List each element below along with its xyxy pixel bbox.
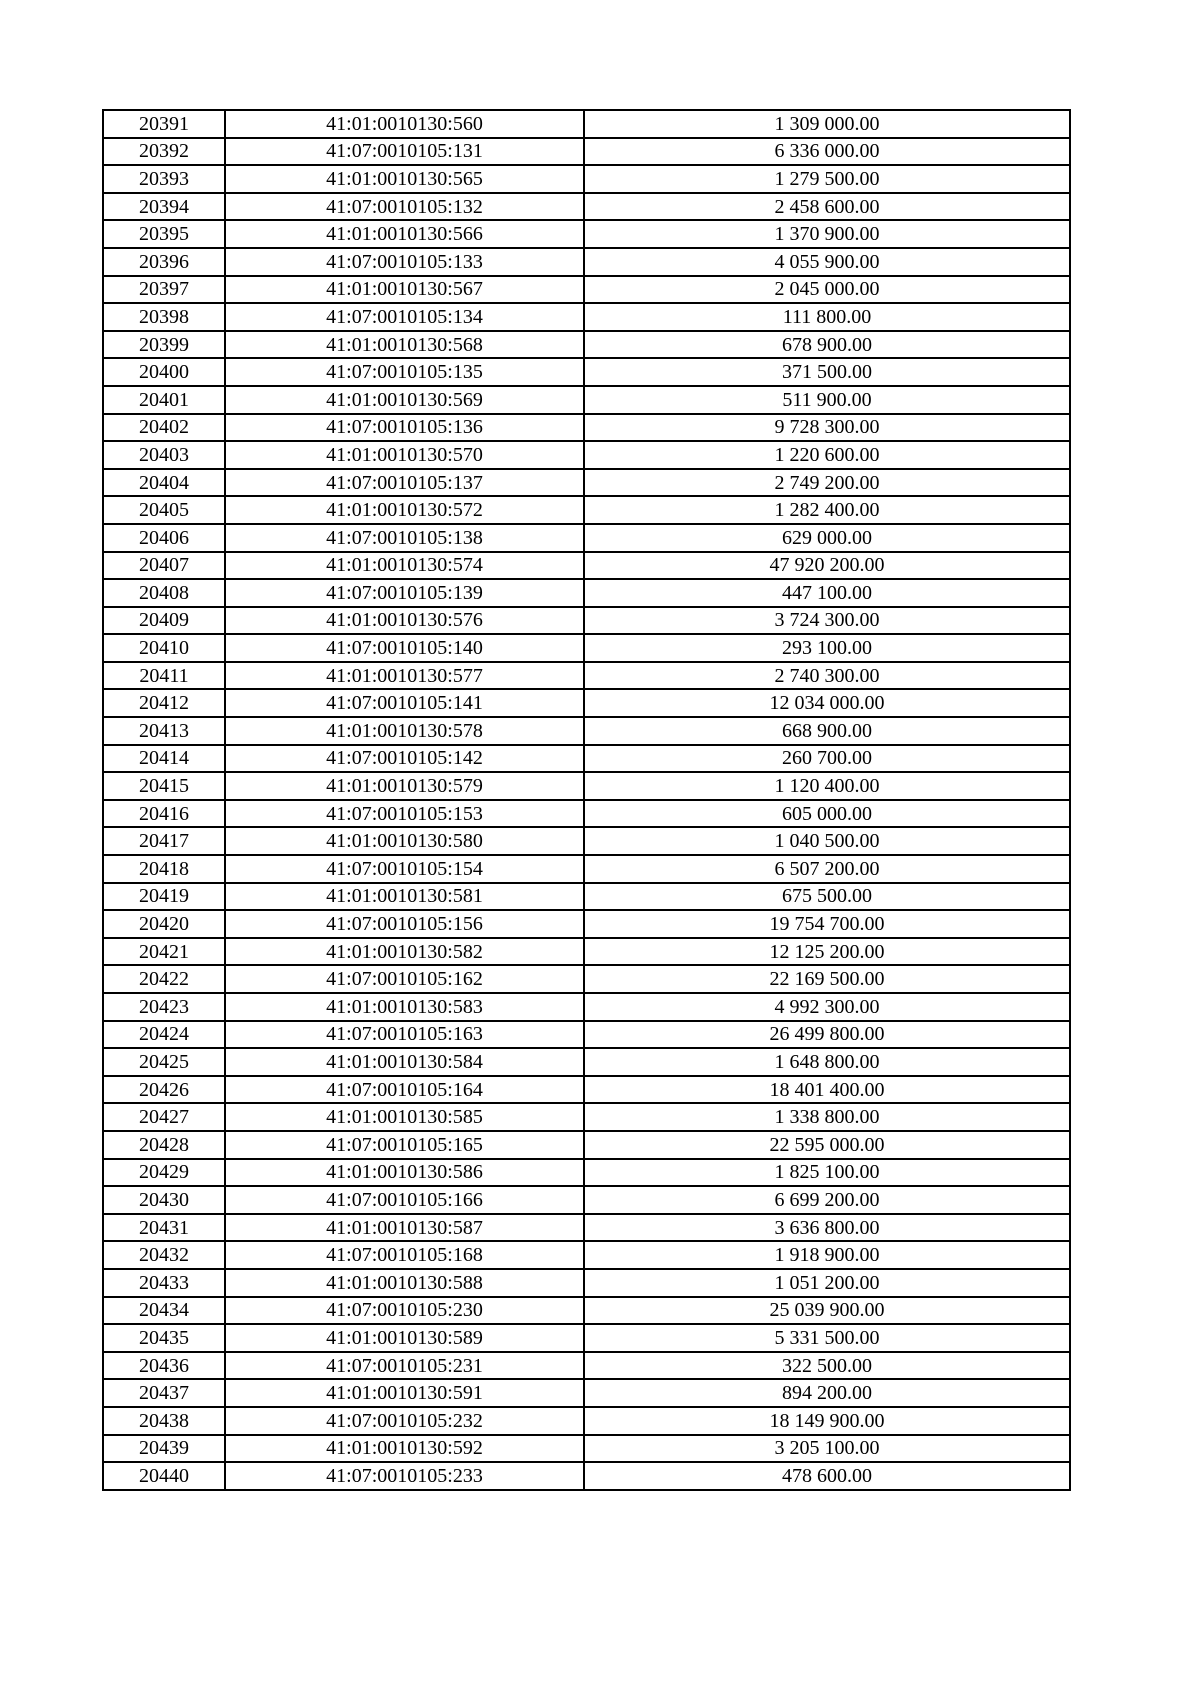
cadastral-number-cell: 41:07:0010105:154 bbox=[225, 855, 584, 883]
cadastral-value-cell: 260 700.00 bbox=[584, 745, 1070, 773]
cadastral-value-cell: 1 120 400.00 bbox=[584, 772, 1070, 800]
cadastral-number-cell: 41:07:0010105:132 bbox=[225, 193, 584, 221]
cadastral-value-cell: 629 000.00 bbox=[584, 524, 1070, 552]
cadastral-number-cell: 41:01:0010130:584 bbox=[225, 1048, 584, 1076]
table-row bbox=[103, 938, 1070, 966]
table-row bbox=[103, 138, 1070, 166]
cadastral-value-cell: 6 699 200.00 bbox=[584, 1186, 1070, 1214]
cadastral-number-cell: 41:01:0010130:578 bbox=[225, 717, 584, 745]
row-number-cell: 20439 bbox=[103, 1435, 225, 1463]
cadastral-number-cell: 41:01:0010130:570 bbox=[225, 441, 584, 469]
cadastral-number-cell: 41:07:0010105:163 bbox=[225, 1021, 584, 1049]
table-row bbox=[103, 1186, 1070, 1214]
table-row bbox=[103, 110, 1070, 138]
cadastral-number-cell: 41:07:0010105:135 bbox=[225, 358, 584, 386]
row-number-cell: 20435 bbox=[103, 1324, 225, 1352]
table-row bbox=[103, 1297, 1070, 1325]
cadastral-value-cell: 1 648 800.00 bbox=[584, 1048, 1070, 1076]
table-row bbox=[103, 772, 1070, 800]
cadastral-number-cell: 41:01:0010130:574 bbox=[225, 552, 584, 580]
cadastral-number-cell: 41:07:0010105:164 bbox=[225, 1076, 584, 1104]
cadastral-value-table bbox=[102, 109, 1071, 1491]
cadastral-value-cell: 371 500.00 bbox=[584, 358, 1070, 386]
table-row bbox=[103, 607, 1070, 635]
cadastral-number-cell: 41:07:0010105:142 bbox=[225, 745, 584, 773]
row-number-cell: 20412 bbox=[103, 689, 225, 717]
table-row bbox=[103, 469, 1070, 497]
cadastral-number-cell: 41:07:0010105:138 bbox=[225, 524, 584, 552]
table-row bbox=[103, 552, 1070, 580]
cadastral-value-cell: 111 800.00 bbox=[584, 303, 1070, 331]
cadastral-number-cell: 41:07:0010105:139 bbox=[225, 579, 584, 607]
row-number-cell: 20398 bbox=[103, 303, 225, 331]
cadastral-value-cell: 26 499 800.00 bbox=[584, 1021, 1070, 1049]
table-row bbox=[103, 1462, 1070, 1490]
cadastral-value-cell: 1 282 400.00 bbox=[584, 496, 1070, 524]
cadastral-value-cell: 1 220 600.00 bbox=[584, 441, 1070, 469]
table-row bbox=[103, 662, 1070, 690]
table-row bbox=[103, 1159, 1070, 1187]
cadastral-number-cell: 41:07:0010105:168 bbox=[225, 1241, 584, 1269]
table-row bbox=[103, 634, 1070, 662]
row-number-cell: 20433 bbox=[103, 1269, 225, 1297]
row-number-cell: 20420 bbox=[103, 910, 225, 938]
table-row bbox=[103, 993, 1070, 1021]
row-number-cell: 20391 bbox=[103, 110, 225, 138]
cadastral-number-cell: 41:07:0010105:156 bbox=[225, 910, 584, 938]
cadastral-number-cell: 41:01:0010130:579 bbox=[225, 772, 584, 800]
row-number-cell: 20413 bbox=[103, 717, 225, 745]
table-row bbox=[103, 496, 1070, 524]
table-row bbox=[103, 1269, 1070, 1297]
cadastral-value-cell: 25 039 900.00 bbox=[584, 1297, 1070, 1325]
cadastral-number-cell: 41:07:0010105:136 bbox=[225, 414, 584, 442]
cadastral-number-cell: 41:07:0010105:166 bbox=[225, 1186, 584, 1214]
row-number-cell: 20419 bbox=[103, 883, 225, 911]
cadastral-number-cell: 41:01:0010130:587 bbox=[225, 1214, 584, 1242]
table-row bbox=[103, 441, 1070, 469]
cadastral-value-cell: 1 309 000.00 bbox=[584, 110, 1070, 138]
table-row bbox=[103, 414, 1070, 442]
row-number-cell: 20430 bbox=[103, 1186, 225, 1214]
cadastral-number-cell: 41:07:0010105:134 bbox=[225, 303, 584, 331]
cadastral-number-cell: 41:01:0010130:580 bbox=[225, 827, 584, 855]
table-row bbox=[103, 1048, 1070, 1076]
cadastral-value-cell: 2 458 600.00 bbox=[584, 193, 1070, 221]
cadastral-number-cell: 41:01:0010130:591 bbox=[225, 1379, 584, 1407]
cadastral-value-cell: 12 034 000.00 bbox=[584, 689, 1070, 717]
row-number-cell: 20424 bbox=[103, 1021, 225, 1049]
row-number-cell: 20429 bbox=[103, 1159, 225, 1187]
row-number-cell: 20411 bbox=[103, 662, 225, 690]
cadastral-number-cell: 41:01:0010130:586 bbox=[225, 1159, 584, 1187]
row-number-cell: 20406 bbox=[103, 524, 225, 552]
table-row bbox=[103, 1352, 1070, 1380]
cadastral-number-cell: 41:01:0010130:583 bbox=[225, 993, 584, 1021]
table-row bbox=[103, 220, 1070, 248]
cadastral-value-cell: 3 205 100.00 bbox=[584, 1435, 1070, 1463]
row-number-cell: 20434 bbox=[103, 1297, 225, 1325]
cadastral-value-cell: 1 918 900.00 bbox=[584, 1241, 1070, 1269]
table-row bbox=[103, 248, 1070, 276]
row-number-cell: 20428 bbox=[103, 1131, 225, 1159]
row-number-cell: 20405 bbox=[103, 496, 225, 524]
row-number-cell: 20438 bbox=[103, 1407, 225, 1435]
table-row bbox=[103, 717, 1070, 745]
table-row bbox=[103, 689, 1070, 717]
row-number-cell: 20399 bbox=[103, 331, 225, 359]
row-number-cell: 20394 bbox=[103, 193, 225, 221]
row-number-cell: 20396 bbox=[103, 248, 225, 276]
cadastral-number-cell: 41:07:0010105:162 bbox=[225, 965, 584, 993]
cadastral-number-cell: 41:01:0010130:568 bbox=[225, 331, 584, 359]
row-number-cell: 20395 bbox=[103, 220, 225, 248]
row-number-cell: 20437 bbox=[103, 1379, 225, 1407]
cadastral-number-cell: 41:01:0010130:560 bbox=[225, 110, 584, 138]
cadastral-number-cell: 41:01:0010130:582 bbox=[225, 938, 584, 966]
row-number-cell: 20436 bbox=[103, 1352, 225, 1380]
row-number-cell: 20410 bbox=[103, 634, 225, 662]
cadastral-number-cell: 41:07:0010105:230 bbox=[225, 1297, 584, 1325]
row-number-cell: 20421 bbox=[103, 938, 225, 966]
cadastral-number-cell: 41:07:0010105:137 bbox=[225, 469, 584, 497]
cadastral-value-cell: 1 279 500.00 bbox=[584, 165, 1070, 193]
row-number-cell: 20417 bbox=[103, 827, 225, 855]
table-row bbox=[103, 1379, 1070, 1407]
table-row bbox=[103, 1103, 1070, 1131]
cadastral-value-cell: 511 900.00 bbox=[584, 386, 1070, 414]
row-number-cell: 20422 bbox=[103, 965, 225, 993]
row-number-cell: 20414 bbox=[103, 745, 225, 773]
cadastral-value-cell: 1 040 500.00 bbox=[584, 827, 1070, 855]
cadastral-value-cell: 9 728 300.00 bbox=[584, 414, 1070, 442]
cadastral-number-cell: 41:01:0010130:581 bbox=[225, 883, 584, 911]
table-row bbox=[103, 1076, 1070, 1104]
row-number-cell: 20432 bbox=[103, 1241, 225, 1269]
row-number-cell: 20407 bbox=[103, 552, 225, 580]
cadastral-number-cell: 41:07:0010105:165 bbox=[225, 1131, 584, 1159]
row-number-cell: 20402 bbox=[103, 414, 225, 442]
table-row bbox=[103, 358, 1070, 386]
table-row bbox=[103, 1131, 1070, 1159]
cadastral-value-cell: 2 045 000.00 bbox=[584, 276, 1070, 304]
cadastral-value-cell: 2 749 200.00 bbox=[584, 469, 1070, 497]
cadastral-value-cell: 1 370 900.00 bbox=[584, 220, 1070, 248]
row-number-cell: 20392 bbox=[103, 138, 225, 166]
row-number-cell: 20427 bbox=[103, 1103, 225, 1131]
table-row bbox=[103, 1214, 1070, 1242]
cadastral-value-cell: 668 900.00 bbox=[584, 717, 1070, 745]
cadastral-value-cell: 4 992 300.00 bbox=[584, 993, 1070, 1021]
cadastral-value-cell: 22 169 500.00 bbox=[584, 965, 1070, 993]
row-number-cell: 20401 bbox=[103, 386, 225, 414]
cadastral-value-cell: 675 500.00 bbox=[584, 883, 1070, 911]
cadastral-value-cell: 3 724 300.00 bbox=[584, 607, 1070, 635]
table-body bbox=[103, 110, 1070, 1490]
table-row bbox=[103, 386, 1070, 414]
table-row bbox=[103, 827, 1070, 855]
cadastral-value-cell: 1 825 100.00 bbox=[584, 1159, 1070, 1187]
table-row bbox=[103, 855, 1070, 883]
cadastral-number-cell: 41:01:0010130:592 bbox=[225, 1435, 584, 1463]
cadastral-value-cell: 605 000.00 bbox=[584, 800, 1070, 828]
cadastral-number-cell: 41:01:0010130:565 bbox=[225, 165, 584, 193]
cadastral-number-cell: 41:01:0010130:589 bbox=[225, 1324, 584, 1352]
row-number-cell: 20403 bbox=[103, 441, 225, 469]
cadastral-value-cell: 447 100.00 bbox=[584, 579, 1070, 607]
cadastral-value-cell: 293 100.00 bbox=[584, 634, 1070, 662]
cadastral-number-cell: 41:01:0010130:576 bbox=[225, 607, 584, 635]
cadastral-number-cell: 41:07:0010105:133 bbox=[225, 248, 584, 276]
cadastral-value-cell: 1 338 800.00 bbox=[584, 1103, 1070, 1131]
cadastral-value-cell: 1 051 200.00 bbox=[584, 1269, 1070, 1297]
row-number-cell: 20393 bbox=[103, 165, 225, 193]
table-row bbox=[103, 276, 1070, 304]
row-number-cell: 20423 bbox=[103, 993, 225, 1021]
table-row bbox=[103, 331, 1070, 359]
cadastral-value-cell: 322 500.00 bbox=[584, 1352, 1070, 1380]
table-row bbox=[103, 1241, 1070, 1269]
cadastral-number-cell: 41:07:0010105:232 bbox=[225, 1407, 584, 1435]
cadastral-number-cell: 41:01:0010130:567 bbox=[225, 276, 584, 304]
row-number-cell: 20418 bbox=[103, 855, 225, 883]
cadastral-value-cell: 2 740 300.00 bbox=[584, 662, 1070, 690]
table-row bbox=[103, 1324, 1070, 1352]
table-row bbox=[103, 965, 1070, 993]
cadastral-value-cell: 22 595 000.00 bbox=[584, 1131, 1070, 1159]
cadastral-number-cell: 41:01:0010130:569 bbox=[225, 386, 584, 414]
cadastral-value-cell: 19 754 700.00 bbox=[584, 910, 1070, 938]
row-number-cell: 20431 bbox=[103, 1214, 225, 1242]
cadastral-number-cell: 41:01:0010130:585 bbox=[225, 1103, 584, 1131]
row-number-cell: 20440 bbox=[103, 1462, 225, 1490]
cadastral-value-cell: 5 331 500.00 bbox=[584, 1324, 1070, 1352]
row-number-cell: 20425 bbox=[103, 1048, 225, 1076]
row-number-cell: 20416 bbox=[103, 800, 225, 828]
row-number-cell: 20408 bbox=[103, 579, 225, 607]
cadastral-value-cell: 12 125 200.00 bbox=[584, 938, 1070, 966]
table-row bbox=[103, 524, 1070, 552]
table-row bbox=[103, 745, 1070, 773]
cadastral-number-cell: 41:07:0010105:233 bbox=[225, 1462, 584, 1490]
cadastral-value-cell: 6 336 000.00 bbox=[584, 138, 1070, 166]
cadastral-number-cell: 41:01:0010130:588 bbox=[225, 1269, 584, 1297]
cadastral-value-cell: 18 149 900.00 bbox=[584, 1407, 1070, 1435]
cadastral-number-cell: 41:01:0010130:577 bbox=[225, 662, 584, 690]
cadastral-number-cell: 41:07:0010105:231 bbox=[225, 1352, 584, 1380]
table-row bbox=[103, 165, 1070, 193]
row-number-cell: 20397 bbox=[103, 276, 225, 304]
table-row bbox=[103, 1435, 1070, 1463]
table-row bbox=[103, 910, 1070, 938]
cadastral-value-cell: 478 600.00 bbox=[584, 1462, 1070, 1490]
row-number-cell: 20404 bbox=[103, 469, 225, 497]
cadastral-number-cell: 41:07:0010105:141 bbox=[225, 689, 584, 717]
table-row bbox=[103, 883, 1070, 911]
cadastral-value-cell: 6 507 200.00 bbox=[584, 855, 1070, 883]
cadastral-value-cell: 3 636 800.00 bbox=[584, 1214, 1070, 1242]
row-number-cell: 20415 bbox=[103, 772, 225, 800]
cadastral-number-cell: 41:01:0010130:572 bbox=[225, 496, 584, 524]
cadastral-value-cell: 678 900.00 bbox=[584, 331, 1070, 359]
cadastral-number-cell: 41:07:0010105:153 bbox=[225, 800, 584, 828]
table-row bbox=[103, 303, 1070, 331]
table-row bbox=[103, 579, 1070, 607]
table-row bbox=[103, 1021, 1070, 1049]
row-number-cell: 20409 bbox=[103, 607, 225, 635]
cadastral-value-cell: 18 401 400.00 bbox=[584, 1076, 1070, 1104]
cadastral-number-cell: 41:01:0010130:566 bbox=[225, 220, 584, 248]
row-number-cell: 20400 bbox=[103, 358, 225, 386]
cadastral-number-cell: 41:07:0010105:131 bbox=[225, 138, 584, 166]
table-row bbox=[103, 800, 1070, 828]
table-row bbox=[103, 1407, 1070, 1435]
cadastral-number-cell: 41:07:0010105:140 bbox=[225, 634, 584, 662]
cadastral-value-cell: 894 200.00 bbox=[584, 1379, 1070, 1407]
table-row bbox=[103, 193, 1070, 221]
row-number-cell: 20426 bbox=[103, 1076, 225, 1104]
cadastral-value-cell: 47 920 200.00 bbox=[584, 552, 1070, 580]
cadastral-value-cell: 4 055 900.00 bbox=[584, 248, 1070, 276]
